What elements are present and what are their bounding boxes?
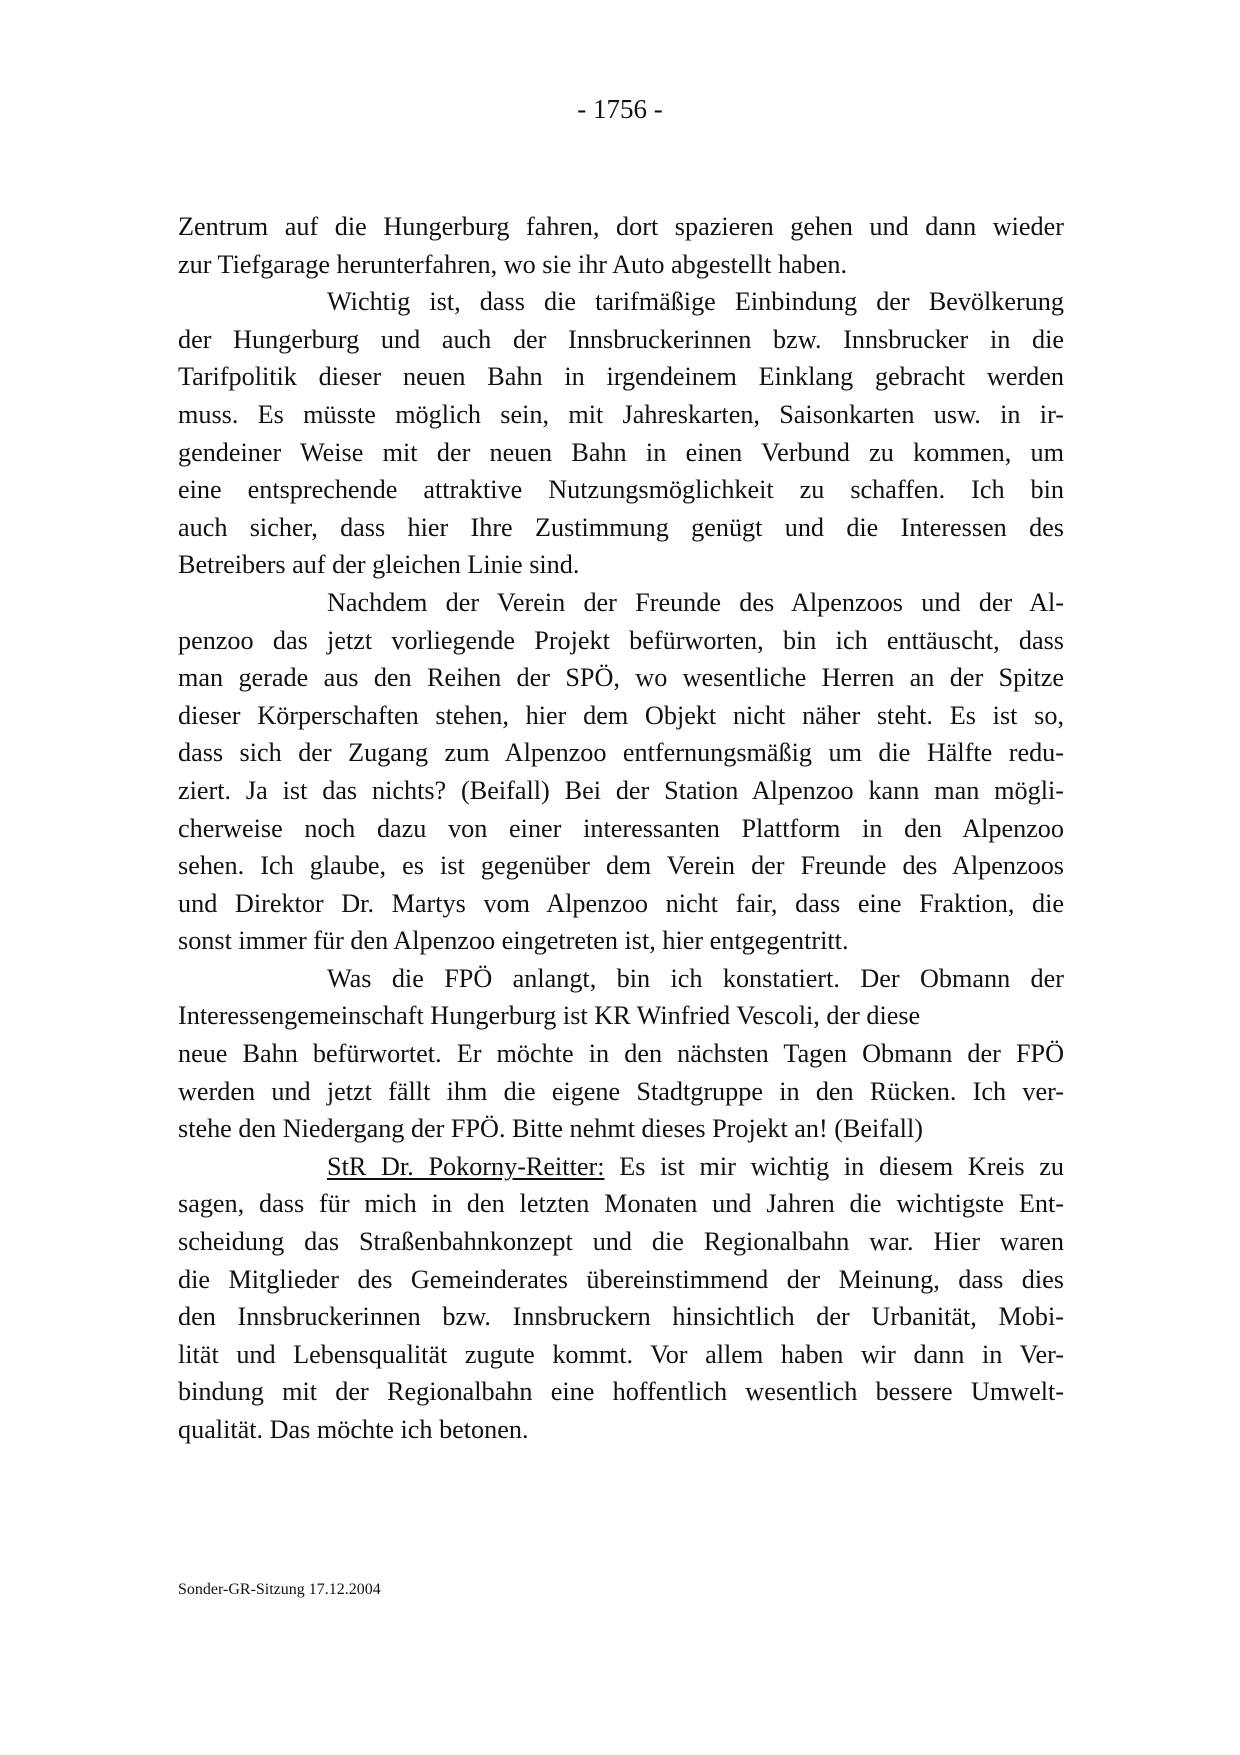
text-line: Wichtig ist, dass die tarifmäßige Einbindung der Bevölkerung [327, 287, 1064, 317]
footer-session-info: Sonder-GR-Sitzung 17.12.2004 [178, 1581, 381, 1598]
text-line: sonst immer für den Alpenzoo eingetreten ist, hier entgegentritt. [178, 926, 849, 956]
text-line: qualität. Das möchte ich betonen. [178, 1415, 529, 1444]
text-line: werden und jetzt fällt ihm die eigene Stadtgruppe in den Rücken. Ich ver- [178, 1076, 1064, 1106]
text-line: Nachdem der Verein der Freunde des Alpenzoos und der Al- [327, 587, 1064, 617]
text-line: der Hungerburg und auch der Innsbruckerinnen bzw. Innsbrucker in die [178, 324, 1064, 354]
paragraph-4 [178, 960, 1064, 1148]
text-line: stehe den Niedergang der FPÖ. Bitte nehmt dieses Projekt an! (Beifall) [178, 1114, 923, 1144]
text-line: Was die FPÖ anlangt, bin ich konstatiert. Der Obmann der [327, 963, 1064, 993]
paragraph-1 [178, 208, 1064, 283]
speaker-name: StR Dr. Pokorny-Reitter: [327, 1151, 605, 1181]
text-line: Tarifpolitik dieser neuen Bahn in irgendeinem Einklang gebracht werden [178, 362, 1064, 392]
text-line: scheidung das Straßenbahnkonzept und die Regionalbahn war. Hier waren [178, 1227, 1064, 1257]
text-line: die Mitglieder des Gemeinderates übereinstimmend der Meinung, dass dies [178, 1264, 1064, 1294]
text-line: auch sicher, dass hier Ihre Zustimmung genügt und die Interessen des [178, 512, 1064, 542]
text-line: eine entsprechende attraktive Nutzungsmöglichkeit zu schaffen. Ich bin [178, 475, 1064, 505]
text-line: cherweise noch dazu von einer interessanten Plattform in den Alpenzoo [178, 813, 1064, 843]
speaker-line [178, 1148, 1064, 1186]
text-line: man gerade aus den Reihen der SPÖ, wo wesentliche Herren an der Spitze [178, 663, 1064, 693]
paragraph-5 [178, 1148, 1064, 1449]
paragraph-3 [178, 584, 1064, 960]
text-line: neue Bahn befürwortet. Er möchte in den nächsten Tagen Obmann der FPÖ [178, 1039, 1064, 1069]
text-line: Betreibers auf der gleichen Linie sind. [178, 550, 580, 580]
text-line: ziert. Ja ist das nichts? (Beifall) Bei der Station Alpenzoo kann man mögli- [178, 775, 1064, 805]
text-line: Zentrum auf die Hungerburg fahren, dort spazieren gehen und dann wieder [178, 212, 1064, 241]
document-body [178, 208, 1064, 1449]
text-line: Interessengemeinschaft Hungerburg ist KR Winfried Vescoli, der diese [178, 1001, 921, 1031]
text-line: bindung mit der Regionalbahn eine hoffentlich wesentlich bessere Umwelt- [178, 1377, 1064, 1407]
page-number: - 1756 - [577, 94, 663, 124]
text-line: lität und Lebensqualität zugute kommt. Vor allem haben wir dann in Ver- [178, 1339, 1064, 1369]
text-line: dieser Körperschaften stehen, hier dem Objekt nicht näher steht. Es ist so, [178, 700, 1064, 730]
text-line: sehen. Ich glaube, es ist gegenüber dem Verein der Freunde des Alpenzoos [178, 851, 1064, 881]
text-line: gendeiner Weise mit der neuen Bahn in einen Verbund zu kommen, um [178, 437, 1064, 467]
text-line: muss. Es müsste möglich sein, mit Jahreskarten, Saisonkarten usw. in ir- [178, 399, 1064, 429]
speaker-line-text: Es ist mir wichtig in diesem Kreis zu [604, 1151, 1064, 1181]
text-line: und Direktor Dr. Martys vom Alpenzoo nicht fair, dass eine Fraktion, die [178, 888, 1064, 918]
text-line: den Innsbruckerinnen bzw. Innsbruckern hinsichtlich der Urbanität, Mobi- [178, 1302, 1064, 1332]
text-line: sagen, dass für mich in den letzten Monaten und Jahren die wichtigste Ent- [178, 1189, 1064, 1219]
text-line: zur Tiefgarage herunterfahren, wo sie ihr Auto abgestellt haben. [178, 249, 848, 279]
text-line: dass sich der Zugang zum Alpenzoo entfernungsmäßig um die Hälfte redu- [178, 738, 1064, 768]
text-line: penzoo das jetzt vorliegende Projekt befürworten, bin ich enttäuscht, dass [178, 625, 1064, 655]
paragraph-2 [178, 283, 1064, 584]
